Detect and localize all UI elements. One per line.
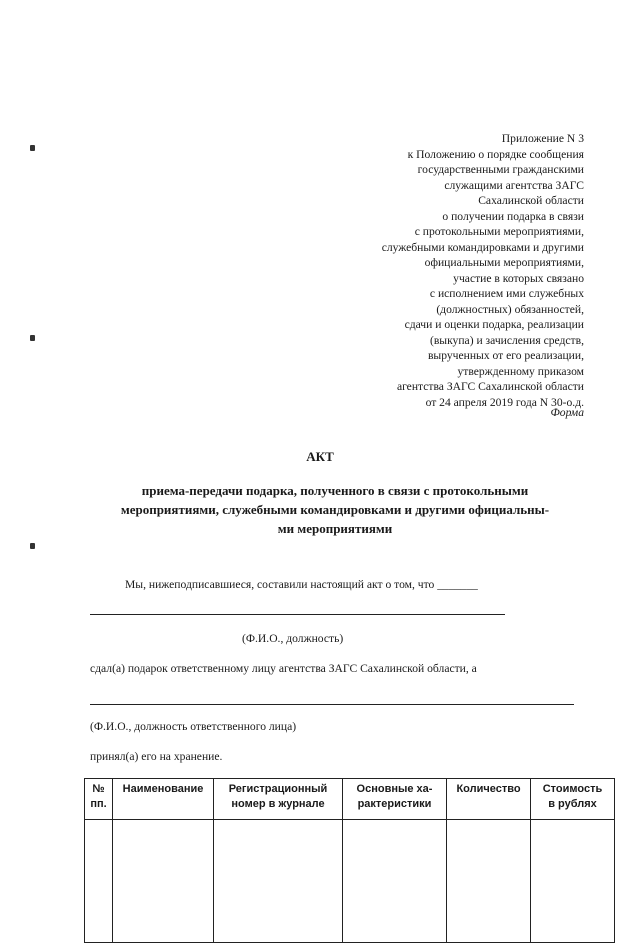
appendix-line: от 24 апреля 2019 года N 30-о.д. [425, 395, 584, 409]
accepted-text: принял(а) его на хранение. [90, 750, 223, 763]
appendix-header [284, 131, 584, 410]
appendix-line: Приложение N 3 [501, 132, 584, 145]
act-subtitle [70, 481, 600, 538]
col-cost-line: в рублях [548, 798, 597, 810]
appendix-line: (должностных) обязанностей, [436, 302, 584, 316]
col-characteristics-line: Основные ха- [356, 783, 433, 795]
table-cell [531, 820, 615, 943]
table-cell [214, 820, 343, 943]
appendix-line: к Положению о порядке сообщения [407, 147, 584, 161]
handed-text: сдал(а) подарок ответственному лицу агентства ЗАГС Сахалинской области, а [90, 662, 477, 675]
col-characteristics [343, 779, 447, 820]
scan-artifact-mark [30, 543, 35, 549]
appendix-line: с протокольными мероприятиями, [414, 225, 584, 238]
col-number-line: № [92, 783, 105, 795]
form-label: Форма [550, 406, 584, 419]
appendix-line: (выкупа) и зачисления средств, [429, 333, 584, 347]
table-row [85, 820, 615, 943]
table-cell [343, 820, 447, 943]
appendix-line: о получении подарка в связи [442, 209, 584, 223]
table-cell [447, 820, 531, 943]
appendix-line: служащими агентства ЗАГС [444, 178, 584, 192]
gift-table [84, 778, 615, 943]
col-quantity-line: Количество [456, 783, 521, 795]
act-subtitle-line: мероприятиями, служебными командировками и другими официальны- [120, 502, 550, 517]
col-cost-line: Стоимость [542, 783, 603, 795]
responsible-caption: (Ф.И.О., должность ответственного лица) [90, 720, 297, 733]
scan-artifact-mark [30, 145, 35, 151]
table-cell [85, 820, 113, 943]
act-subtitle-line: приема-передачи подарка, полученного в связи с протокольными [141, 483, 529, 498]
col-number [85, 779, 113, 820]
act-title: АКТ [306, 449, 334, 464]
appendix-line: вырученных от его реализации, [427, 349, 584, 362]
appendix-line: государственными гражданскими [417, 163, 584, 176]
col-registration-line: Регистрационный [228, 783, 328, 795]
col-characteristics-line: рактеристики [357, 798, 432, 810]
appendix-line: с исполнением ими служебных [429, 287, 584, 300]
appendix-line: Сахалинской области [478, 194, 584, 207]
intro-text: Мы, нижеподписавшиеся, составили настоящий акт о том, что _______ [125, 578, 478, 591]
act-subtitle-line: ми мероприятиями [277, 521, 393, 536]
appendix-line: сдачи и оценки подарка, реализации [404, 318, 584, 331]
fio-rule [90, 614, 505, 615]
col-registration-line: номер в журнале [231, 798, 325, 810]
col-quantity [447, 779, 531, 820]
responsible-rule [90, 704, 574, 705]
col-cost [531, 779, 615, 820]
appendix-line: участие в которых связано [453, 271, 584, 285]
fio-caption: (Ф.И.О., должность) [242, 632, 344, 645]
appendix-line: утвержденному приказом [457, 364, 584, 378]
appendix-line: служебными командировками и другими [381, 240, 584, 254]
appendix-line: официальными мероприятиями, [424, 256, 584, 269]
col-registration [214, 779, 343, 820]
table-cell [113, 820, 214, 943]
table-header-row [85, 779, 615, 820]
scan-artifact-mark [30, 335, 35, 341]
col-number-line: пп. [90, 798, 107, 810]
appendix-line: агентства ЗАГС Сахалинской области [396, 380, 584, 393]
col-name-line: Наименование [122, 783, 204, 795]
col-name [113, 779, 214, 820]
